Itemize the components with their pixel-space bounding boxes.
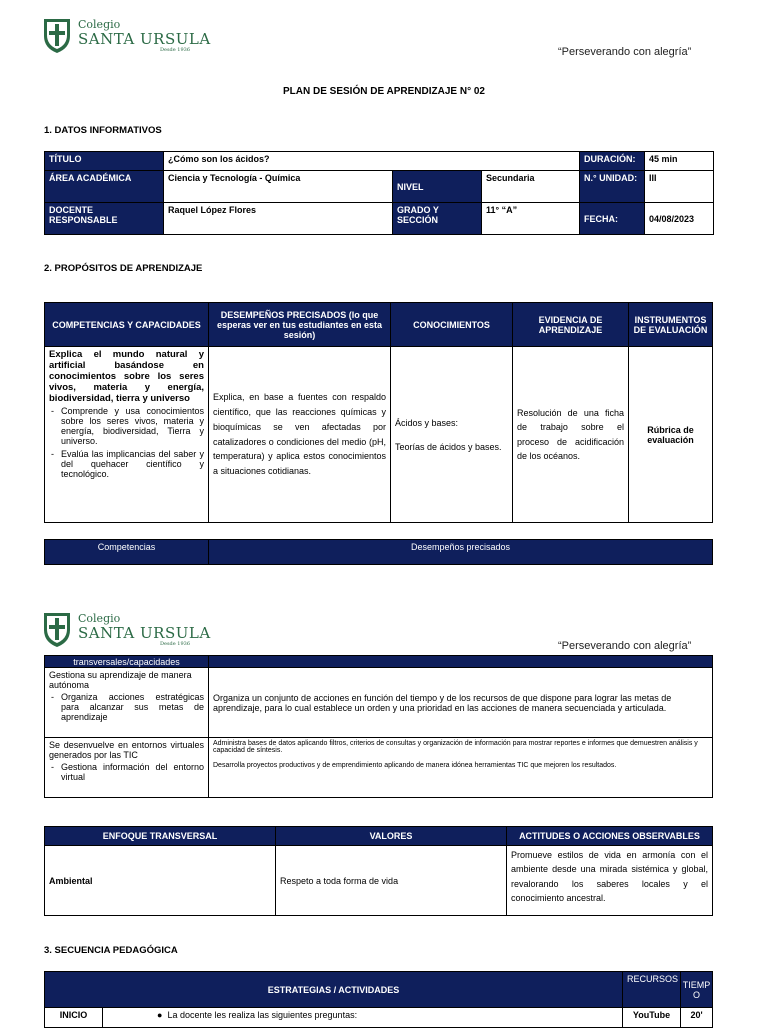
header-evidencia: EVIDENCIA DE APRENDIZAJE <box>513 303 629 347</box>
header-tiempo: TIEMPO <box>681 972 713 1008</box>
capacidad-item: - Organiza acciones estratégicas para alcanzar sus metas de aprendizaje <box>49 692 204 722</box>
enfoque-value: Ambiental <box>45 846 276 916</box>
school-logo <box>42 610 211 652</box>
desempeno-cell: Explica, en base a fuentes con respaldo científico, que las reacciones químicas y bioquímicas se ven afectadas por catalizadores o condiciones del medio (pH, temperatura) y aplica estos conocimientos a situaciones cotidianas. <box>209 347 391 523</box>
duracion-value: 45 min <box>645 152 714 171</box>
header-competencias: COMPETENCIAS Y CAPACIDADES <box>45 303 209 347</box>
fase-inicio: INICIO <box>45 1008 103 1028</box>
fecha-label: FECHA: <box>580 203 645 235</box>
header-enfoque: ENFOQUE TRANSVERSAL <box>45 827 276 846</box>
section-1-heading: 1. DATOS INFORMATIVOS <box>44 125 162 136</box>
section-2-heading: 2. PROPÓSITOS DE APRENDIZAJE <box>44 263 203 274</box>
transversal-title: Gestiona su aprendizaje de manera autónoma <box>49 670 192 690</box>
duracion-label: DURACIÓN: <box>580 152 645 171</box>
header-blank <box>209 656 713 668</box>
competencias-cell <box>45 347 209 523</box>
capacidad-item: - Comprende y usa conocimientos sobre los seres vivos, materia y energía, biodiversidad, Tierra y universo. <box>49 406 204 446</box>
datos-informativos-table <box>44 151 714 235</box>
header-valores: VALORES <box>276 827 507 846</box>
header-estrategias: ESTRATEGIAS / ACTIVIDADES <box>45 972 623 1008</box>
school-crest-icon <box>42 610 72 648</box>
transversal-table <box>44 655 713 798</box>
valor-value: Respeto a toda forma de vida <box>276 846 507 916</box>
evidencia-cell: Resolución de una ficha de trabajo sobre el proceso de acidificación de los océanos. <box>513 347 629 523</box>
header-instrumentos: INSTRUMENTOS DE EVALUACIÓN <box>629 303 713 347</box>
docente-value: Raquel López Flores <box>164 203 393 235</box>
propositos-table <box>44 302 713 523</box>
logo-colegio-text: Colegio <box>78 612 121 625</box>
transversal-row-2-competencia <box>45 738 209 798</box>
transversal-header-table <box>44 539 713 565</box>
grado-value: 11° “A” <box>482 203 580 235</box>
header-desempenos-precisados: Desempeños precisados <box>209 540 713 565</box>
instrumento-cell: Rúbrica de evaluación <box>629 347 713 523</box>
recurso-value: YouTube <box>623 1008 681 1028</box>
titulo-label: TÍTULO <box>45 152 164 171</box>
actitud-value: Promueve estilos de vida en armonía con el ambiente desde una mirada sistémica y global, revalorando los saberes locales y el conocimiento ancestral. <box>507 846 713 916</box>
transversal-row-1-competencia <box>45 668 209 738</box>
transversal-title: Se desenvuelve en entornos virtuales generados por las TIC <box>49 740 204 760</box>
competencia-title: Explica el mundo natural y artificial basándose en conocimientos sobre los seres vivos, materia y energía, biodiversidad, tierra y universo <box>49 349 204 404</box>
grado-label: GRADO Y SECCIÓN <box>393 203 482 235</box>
desempeno-line: Desarrolla proyectos productivos y de emprendimiento aplicando de manera idónea herramientas TIC que mejoren los resultados. <box>213 762 617 769</box>
docente-label: DOCENTE RESPONSABLE <box>45 203 164 235</box>
unidad-value: III <box>645 171 714 203</box>
actividad-cell: ● La docente les realiza las siguientes preguntas: <box>103 1008 623 1028</box>
transversal-row-1-desempeno: Organiza un conjunto de acciones en función del tiempo y de los recursos de que dispone para lograr las metas de aprendizaje, para lo cual establece un orden y una prioridad en las acciones de manera secuenciada y articulada. <box>209 668 713 738</box>
document-title: PLAN DE SESIÓN DE APRENDIZAJE N° 02 <box>282 86 485 97</box>
header-conocimientos: CONOCIMIENTOS <box>391 303 513 347</box>
conocimientos-line: Ácidos y bases: <box>395 417 459 428</box>
fecha-value: 04/08/2023 <box>645 203 714 235</box>
enfoque-table <box>44 826 713 916</box>
area-label: ÁREA ACADÉMICA <box>45 171 164 203</box>
desempeno-line: Administra bases de datos aplicando filtros, criterios de consultas y organización de información para mostrar reportes e informes que demuestren análisis y capacidad de síntesis. <box>213 740 698 754</box>
school-motto: “Perseverando con alegría” <box>558 46 692 58</box>
titulo-value: ¿Cómo son los ácidos? <box>164 152 580 171</box>
header-competencias-transversales: Competencias <box>45 540 209 565</box>
secuencia-table <box>44 971 713 1028</box>
actividad-text: La docente les realiza las siguientes preguntas: <box>167 1010 358 1020</box>
transversal-row-2-desempeno <box>209 738 713 798</box>
school-motto: “Perseverando con alegría” <box>558 640 692 652</box>
section-3-heading: 3. SECUENCIA PEDAGÓGICA <box>44 945 178 956</box>
school-crest-icon <box>42 16 72 54</box>
tiempo-value: 20' <box>681 1008 713 1028</box>
nivel-value: Secundaria <box>482 171 580 203</box>
nivel-label: NIVEL <box>393 171 482 203</box>
capacidad-item: - Gestiona información del entorno virtual <box>49 762 204 782</box>
logo-colegio-text: Colegio <box>78 18 121 31</box>
conocimientos-line: Teorías de ácidos y bases. <box>395 441 502 452</box>
unidad-label: N.° UNIDAD: <box>580 171 645 203</box>
logo-desde-text: Desde 1936 <box>160 47 191 53</box>
logo-desde-text: Desde 1936 <box>160 641 191 647</box>
area-value: Ciencia y Tecnología - Química <box>164 171 393 203</box>
header-recursos: RECURSOS <box>623 972 681 1008</box>
conocimientos-cell <box>391 347 513 523</box>
header-transversales-continued: transversales/capacidades <box>45 656 209 668</box>
header-desempenos: DESEMPEÑOS PRECISADOS (lo que esperas ver en tus estudiantes en esta sesión) <box>209 303 391 347</box>
capacidad-item: - Evalúa las implicancias del saber y del quehacer científico y tecnológico. <box>49 449 204 479</box>
logo-school-name: SANTA URSULA <box>78 30 211 48</box>
header-actitudes: ACTITUDES O ACCIONES OBSERVABLES <box>507 827 713 846</box>
school-logo <box>42 16 211 58</box>
logo-school-name: SANTA URSULA <box>78 624 211 642</box>
